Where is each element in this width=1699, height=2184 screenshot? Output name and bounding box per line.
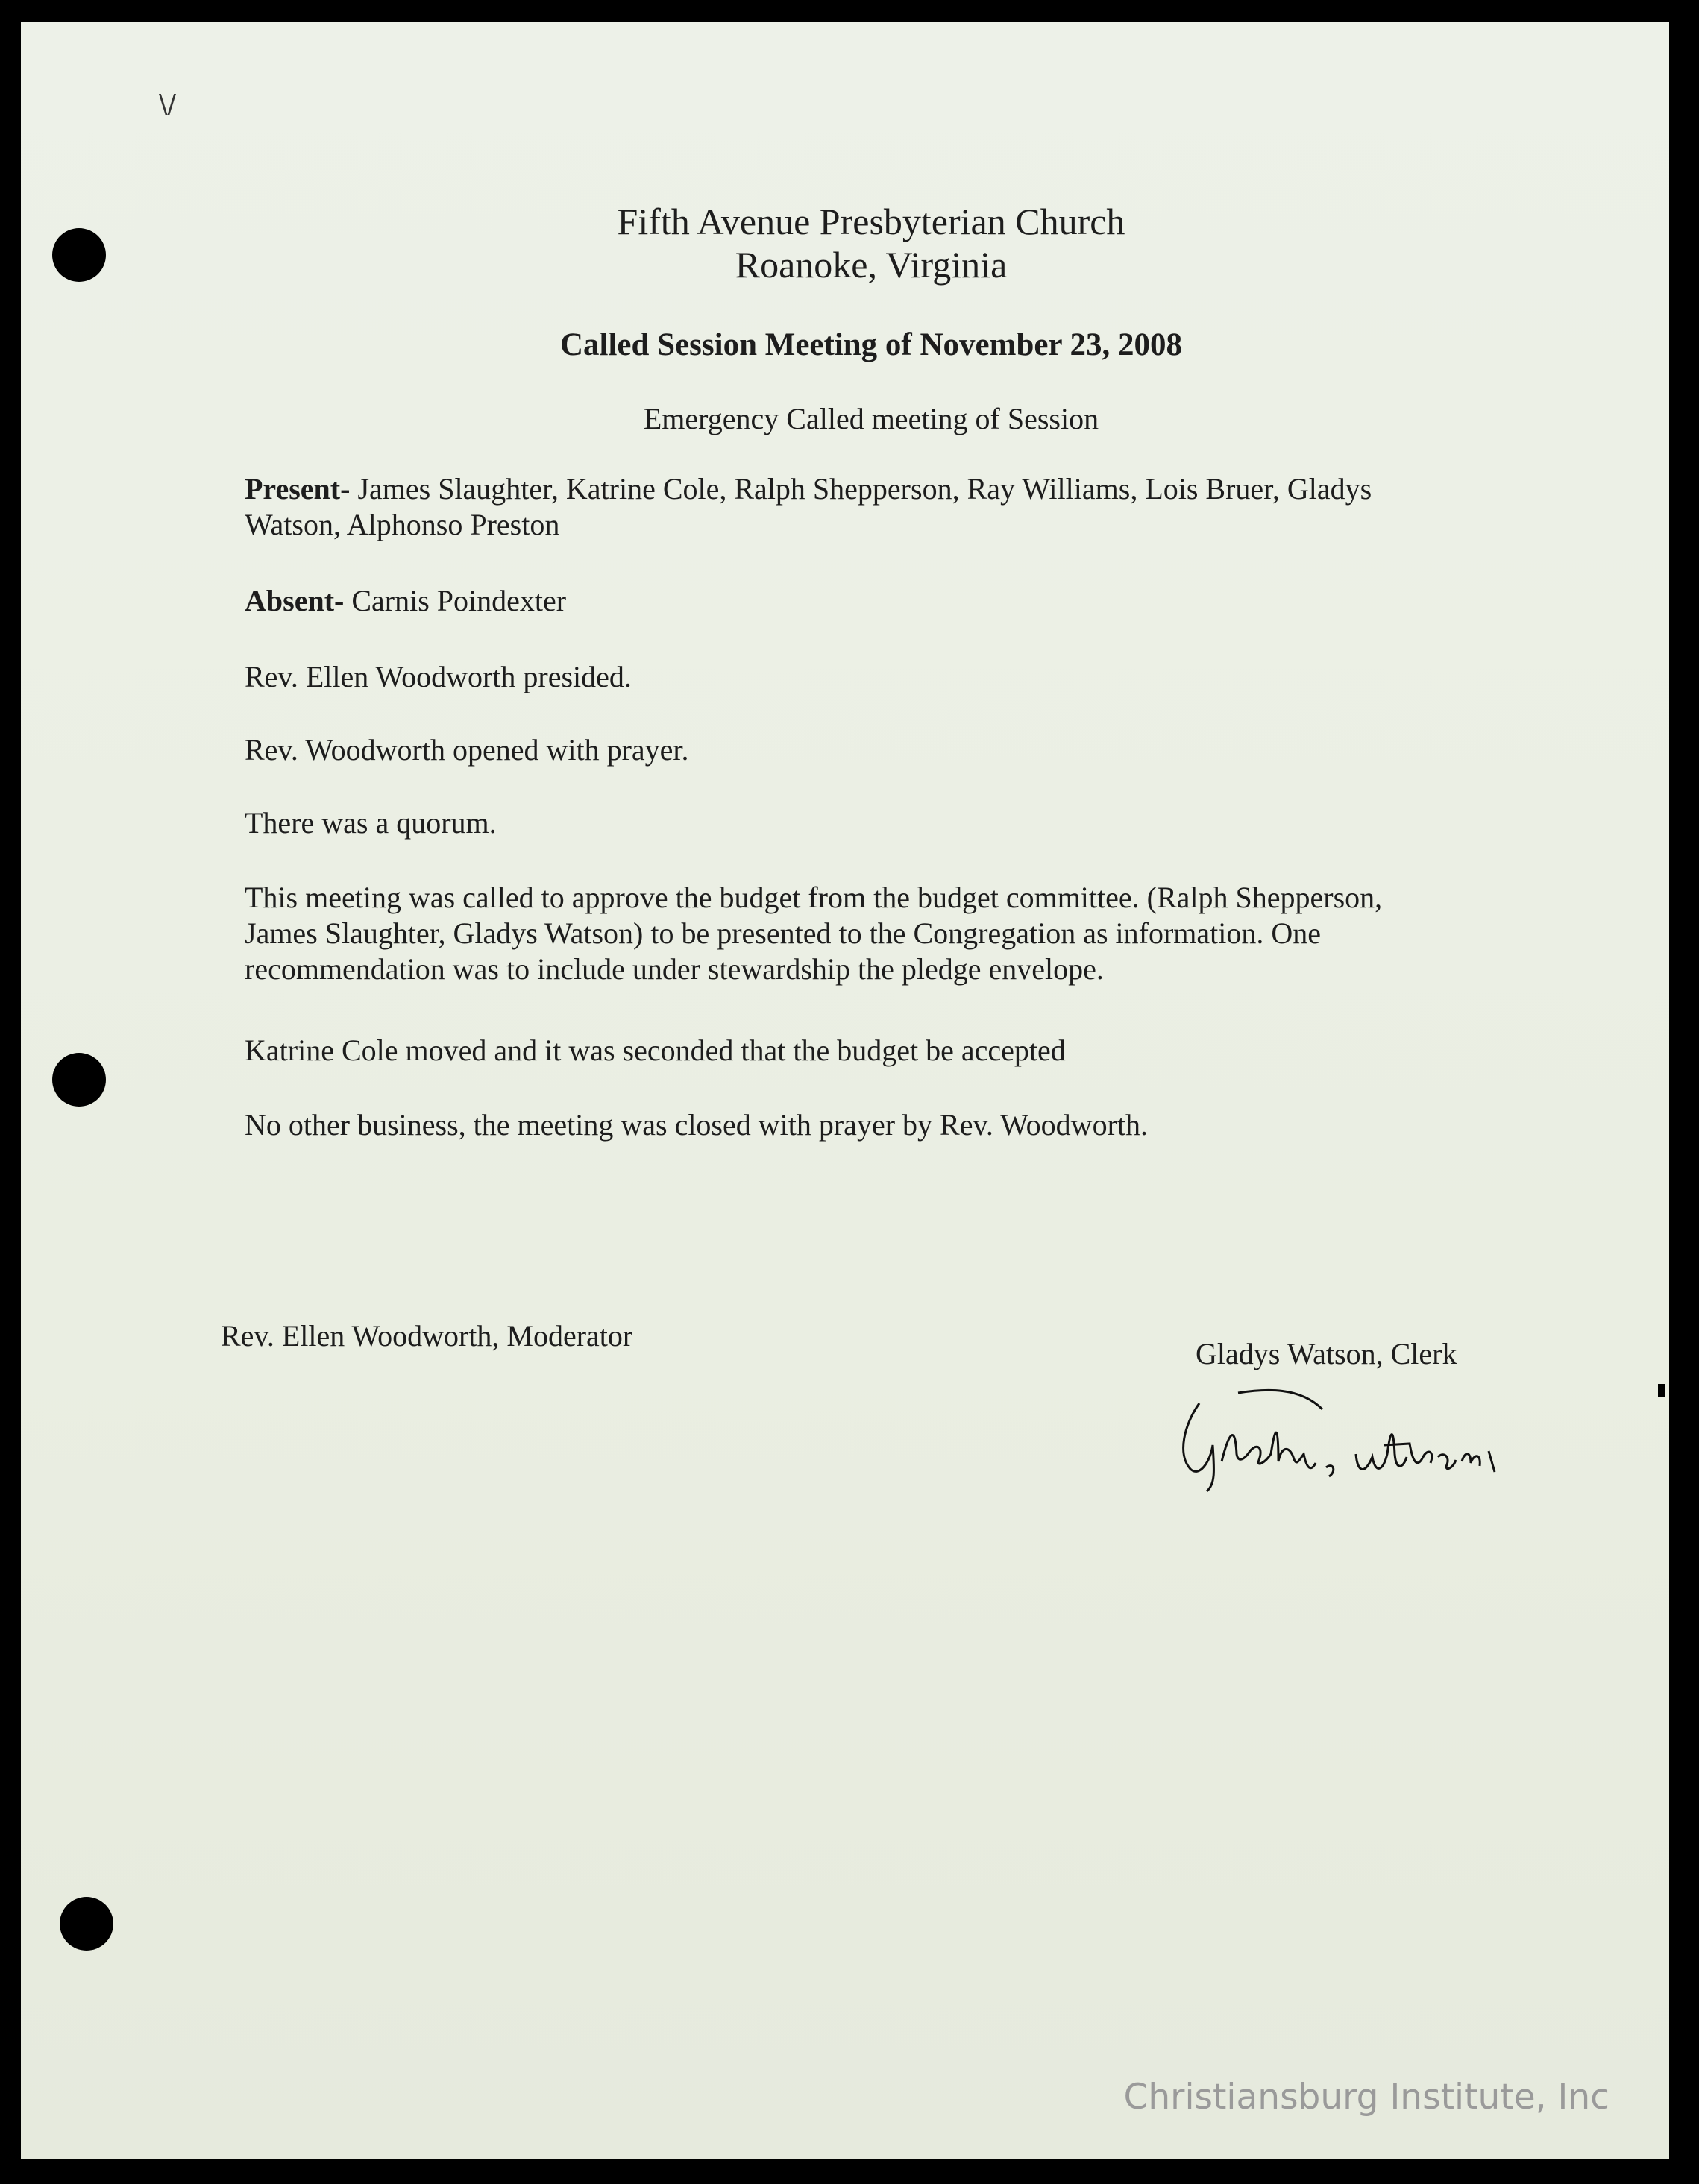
church-name: Fifth Avenue Presbyterian Church <box>617 201 1125 242</box>
watermark: Christiansburg Institute, Inc <box>1123 2077 1610 2118</box>
present-section <box>245 471 1513 543</box>
closing-line: No other business, the meeting was closed with prayer by Rev. Woodworth. <box>245 1108 1148 1142</box>
punch-hole-middle <box>52 1053 106 1107</box>
presided-line: Rev. Ellen Woodworth presided. <box>245 660 632 693</box>
present-names-line1: James Slaughter, Katrine Cole, Ralph Shepperson, Ray Williams, Lois Bruer, Gladys <box>357 472 1372 506</box>
prayer-line: Rev. Woodworth opened with prayer. <box>245 733 689 767</box>
edge-mark <box>1658 1384 1665 1397</box>
present-label: Present- <box>245 472 351 506</box>
purpose-paragraph <box>245 880 1513 987</box>
purpose-line3: recommendation was to include under stewardship the pledge envelope. <box>245 952 1104 986</box>
purpose-line1: This meeting was called to approve the budget from the budget committee. (Ralph Shepperson, <box>245 881 1383 914</box>
meeting-subtitle: Emergency Called meeting of Session <box>643 402 1099 435</box>
church-location: Roanoke, Virginia <box>735 244 1008 286</box>
absent-names: Carnis Poindexter <box>351 584 567 617</box>
motion-line: Katrine Cole moved and it was seconded that the budget be accepted <box>245 1033 1066 1067</box>
meeting-title: Called Session Meeting of November 23, 2008 <box>559 327 1183 362</box>
punch-hole-bottom <box>60 1897 113 1951</box>
handwritten-signature <box>1169 1379 1542 1506</box>
present-names-line2: Watson, Alphonso Preston <box>245 508 560 541</box>
clerk-signature-line: Gladys Watson, Clerk <box>1196 1337 1457 1370</box>
moderator-signature-line: Rev. Ellen Woodworth, Moderator <box>221 1319 633 1353</box>
margin-check-mark: \/ <box>159 89 176 119</box>
purpose-line2: James Slaughter, Gladys Watson) to be presented to the Congregation as information. One <box>245 916 1322 950</box>
absent-section <box>245 583 1513 619</box>
punch-hole-top <box>52 228 106 282</box>
absent-label: Absent- <box>245 584 345 617</box>
document-page <box>21 22 1669 2159</box>
quorum-line: There was a quorum. <box>245 806 497 840</box>
